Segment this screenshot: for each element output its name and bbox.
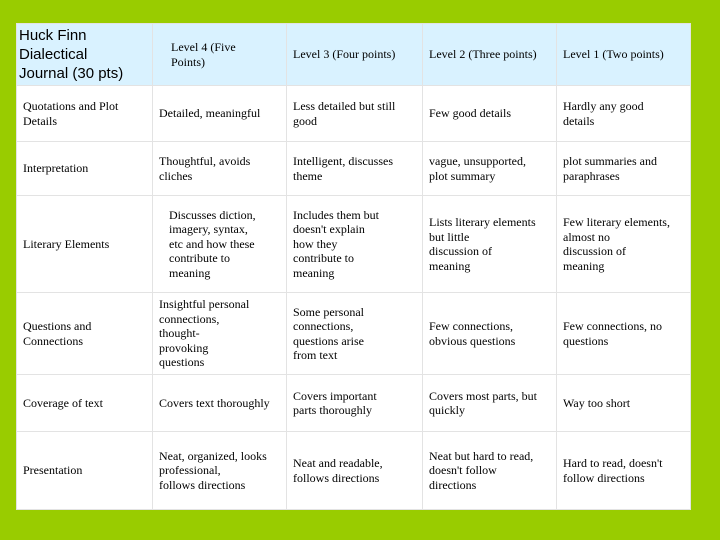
rubric-cell — [153, 375, 287, 432]
criterion-label: Interpretation — [23, 161, 89, 176]
cell-text: Few good details — [429, 106, 511, 121]
criterion-cell — [17, 375, 153, 432]
rubric-cell — [557, 86, 691, 142]
rubric-cell — [423, 293, 557, 375]
level-1-header: Level 1 (Two points) — [563, 47, 664, 62]
criterion-cell — [17, 86, 153, 142]
level-header-cell — [423, 24, 557, 86]
rubric-cell — [423, 86, 557, 142]
rubric-cell — [557, 196, 691, 293]
rubric-cell — [423, 375, 557, 432]
rubric-cell — [423, 432, 557, 510]
cell-text: Hard to read, doesn't follow directions — [563, 456, 663, 485]
rubric-cell — [423, 196, 557, 293]
rubric-cell — [153, 293, 287, 375]
cell-text: Thoughtful, avoids cliches — [159, 154, 251, 183]
cell-text: vague, unsupported, plot summary — [429, 154, 526, 183]
cell-text: Covers text thoroughly — [159, 395, 270, 410]
cell-text: Includes them but doesn't explain how they contribute to meaning — [293, 207, 379, 280]
criterion-row-coverage — [17, 375, 691, 432]
criterion-label: Literary Elements — [23, 236, 110, 251]
rubric-cell — [423, 142, 557, 196]
rubric-cell — [557, 142, 691, 196]
rubric-cell — [287, 86, 423, 142]
cell-text: Insightful personal connections, thought- provoking questions — [159, 297, 250, 370]
rubric-title-cell — [17, 24, 153, 86]
rubric-cell — [153, 142, 287, 196]
rubric-cell — [287, 142, 423, 196]
cell-text: Less detailed but still good — [293, 99, 396, 128]
header-row — [17, 24, 691, 86]
cell-text: Discusses diction, imagery, syntax, etc and how these contribute to meaning — [169, 207, 256, 280]
rubric-cell — [557, 293, 691, 375]
rubric-cell — [287, 432, 423, 510]
criterion-label: Questions and Connections — [23, 319, 92, 348]
criterion-label: Presentation — [23, 463, 83, 478]
criterion-row-quotations — [17, 86, 691, 142]
rubric-cell — [153, 86, 287, 142]
cell-text: Some personal connections, questions arise from text — [293, 304, 364, 362]
level-header-cell — [287, 24, 423, 86]
cell-text: Neat and readable, follows directions — [293, 456, 383, 485]
rubric-table — [16, 23, 691, 510]
cell-text: Hardly any good details — [563, 99, 644, 128]
criterion-label: Coverage of text — [23, 395, 103, 410]
cell-text: Intelligent, discusses theme — [293, 154, 393, 183]
level-header-cell — [557, 24, 691, 86]
level-4-header: Level 4 (Five Points) — [171, 40, 236, 69]
rubric-cell — [557, 432, 691, 510]
rubric-cell — [557, 375, 691, 432]
rubric-cell — [287, 196, 423, 293]
criterion-cell — [17, 142, 153, 196]
cell-text: Lists literary elements but little discussion of meaning — [429, 215, 536, 273]
rubric-cell — [287, 293, 423, 375]
cell-text: Neat but hard to read, doesn't follow directions — [429, 448, 534, 492]
criterion-row-presentation — [17, 432, 691, 510]
criterion-row-interpretation — [17, 142, 691, 196]
cell-text: Few connections, obvious questions — [429, 319, 516, 348]
cell-text: Way too short — [563, 395, 631, 410]
criterion-label: Quotations and Plot Details — [23, 99, 119, 128]
level-header-cell — [153, 24, 287, 86]
rubric-cell — [153, 432, 287, 510]
cell-text: Detailed, meaningful — [159, 106, 261, 121]
cell-text: Covers most parts, but quickly — [429, 388, 537, 417]
rubric-title: Huck Finn Dialectical Journal (30 pts) — [19, 27, 124, 82]
cell-text: Few literary elements, almost no discussion of meaning — [563, 215, 670, 273]
rubric-cell — [153, 196, 287, 293]
level-2-header: Level 2 (Three points) — [429, 47, 537, 62]
rubric-cell — [287, 375, 423, 432]
criterion-cell — [17, 293, 153, 375]
cell-text: Few connections, no questions — [563, 319, 662, 348]
cell-text: Neat, organized, looks professional, follows directions — [159, 448, 267, 492]
level-3-header: Level 3 (Four points) — [293, 47, 396, 62]
criterion-cell — [17, 432, 153, 510]
cell-text: Covers important parts thoroughly — [293, 388, 377, 417]
criterion-row-questions — [17, 293, 691, 375]
criterion-cell — [17, 196, 153, 293]
cell-text: plot summaries and paraphrases — [563, 154, 657, 183]
criterion-row-literary-elements — [17, 196, 691, 293]
